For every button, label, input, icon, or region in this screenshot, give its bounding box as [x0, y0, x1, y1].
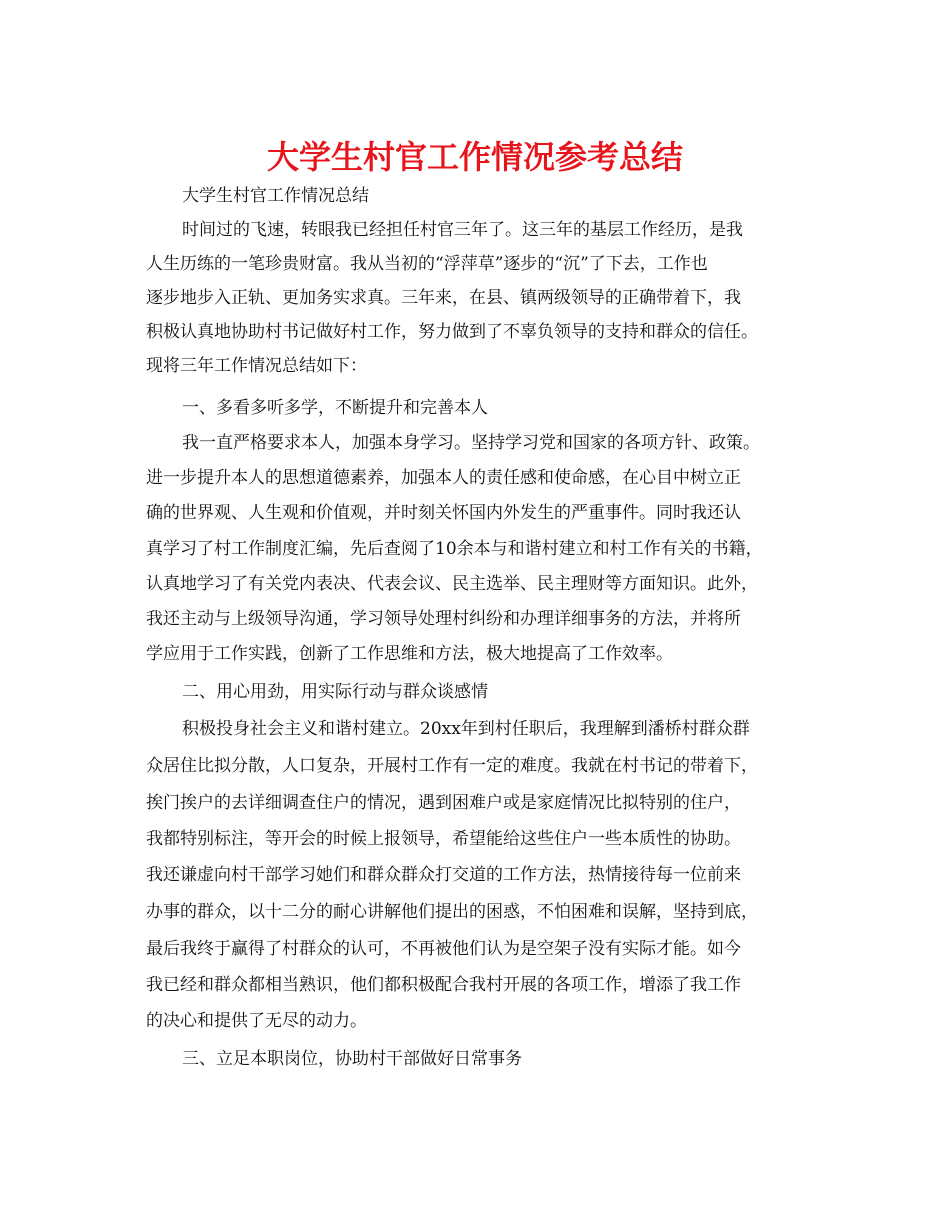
- paragraph-line: 人生历练的一笔珍贵财富。我从当初的“浮萍草”逐步的“沉”了下去，工作也: [146, 254, 708, 274]
- paragraph-line: 我还主动与上级领导沟通，学习领导处理村纠纷和办理详细事务的方法，并将所: [146, 609, 741, 629]
- paragraph-line: 积极投身社会主义和谐村建立。20xx年到村任职后，我理解到潘桥村群众群: [182, 719, 750, 739]
- paragraph-line: 的决心和提供了无尽的动力。: [146, 1011, 367, 1031]
- paragraph-line: 最后我终于赢得了村群众的认可，不再被他们认为是空架子没有实际才能。如今: [146, 939, 741, 959]
- paragraph-line: 认真地学习了有关党内表决、代表会议、民主选举、民主理财等方面知识。此外，: [146, 574, 758, 594]
- paragraph-line: 众居住比拟分散，人口复杂，开展村工作有一定的难度。我就在村书记的带着下，: [146, 756, 758, 776]
- paragraph-line: 确的世界观、人生观和价值观，并时刻关怀国内外发生的严重事件。同时我还认: [146, 503, 741, 523]
- paragraph-line: 学应用于工作实践，创新了工作思维和方法，极大地提高了工作效率。: [146, 644, 673, 664]
- subtitle-line: 大学生村官工作情况总结: [182, 186, 369, 206]
- paragraph-line: 我已经和群众都相当熟识，他们都积极配合我村开展的各项工作，增添了我工作: [146, 975, 741, 995]
- paragraph-line: 进一步提升本人的思想道德素养，加强本人的责任感和使命感，在心目中树立正: [146, 468, 741, 488]
- paragraph-line: 我都特别标注，等开会的时候上报领导，希望能给这些住户一些本质性的协助。: [146, 829, 741, 849]
- section-heading: 二、用心用劲，用实际行动与群众谈感情: [182, 682, 488, 702]
- paragraph-line: 积极认真地协助村书记做好村工作，努力做到了不辜负领导的支持和群众的信任。: [146, 322, 758, 342]
- paragraph-line: 现将三年工作情况总结如下：: [146, 356, 367, 376]
- section-heading: 三、立足本职岗位，协助村干部做好日常事务: [182, 1049, 522, 1069]
- paragraph-line: 我一直严格要求本人，加强本身学习。坚持学习党和国家的各项方针、政策。: [182, 433, 760, 453]
- paragraph-line: 我还谦虚向村干部学习她们和群众群众打交道的工作方法，热情接待每一位前来: [146, 865, 741, 885]
- paragraph-line: 真学习了村工作制度汇编，先后查阅了10余本与和谐村建立和村工作有关的书籍，: [146, 539, 763, 559]
- paragraph-line: 办事的群众，以十二分的耐心讲解他们提出的困惑，不怕困难和误解，坚持到底，: [146, 902, 758, 922]
- document-title: 大学生村官工作情况参考总结: [266, 138, 683, 176]
- paragraph-line: 逐步地步入正轨、更加务实求真。三年来，在县、镇两级领导的正确带着下，我: [146, 288, 741, 308]
- paragraph-line: 挨门挨户的去详细调查住户的情况，遇到困难户或是家庭情况比拟特别的住户，: [146, 793, 741, 813]
- paragraph-line: 时间过的飞速，转眼我已经担任村官三年了。这三年的基层工作经历，是我: [182, 220, 743, 240]
- section-heading: 一、多看多听多学，不断提升和完善本人: [182, 398, 488, 418]
